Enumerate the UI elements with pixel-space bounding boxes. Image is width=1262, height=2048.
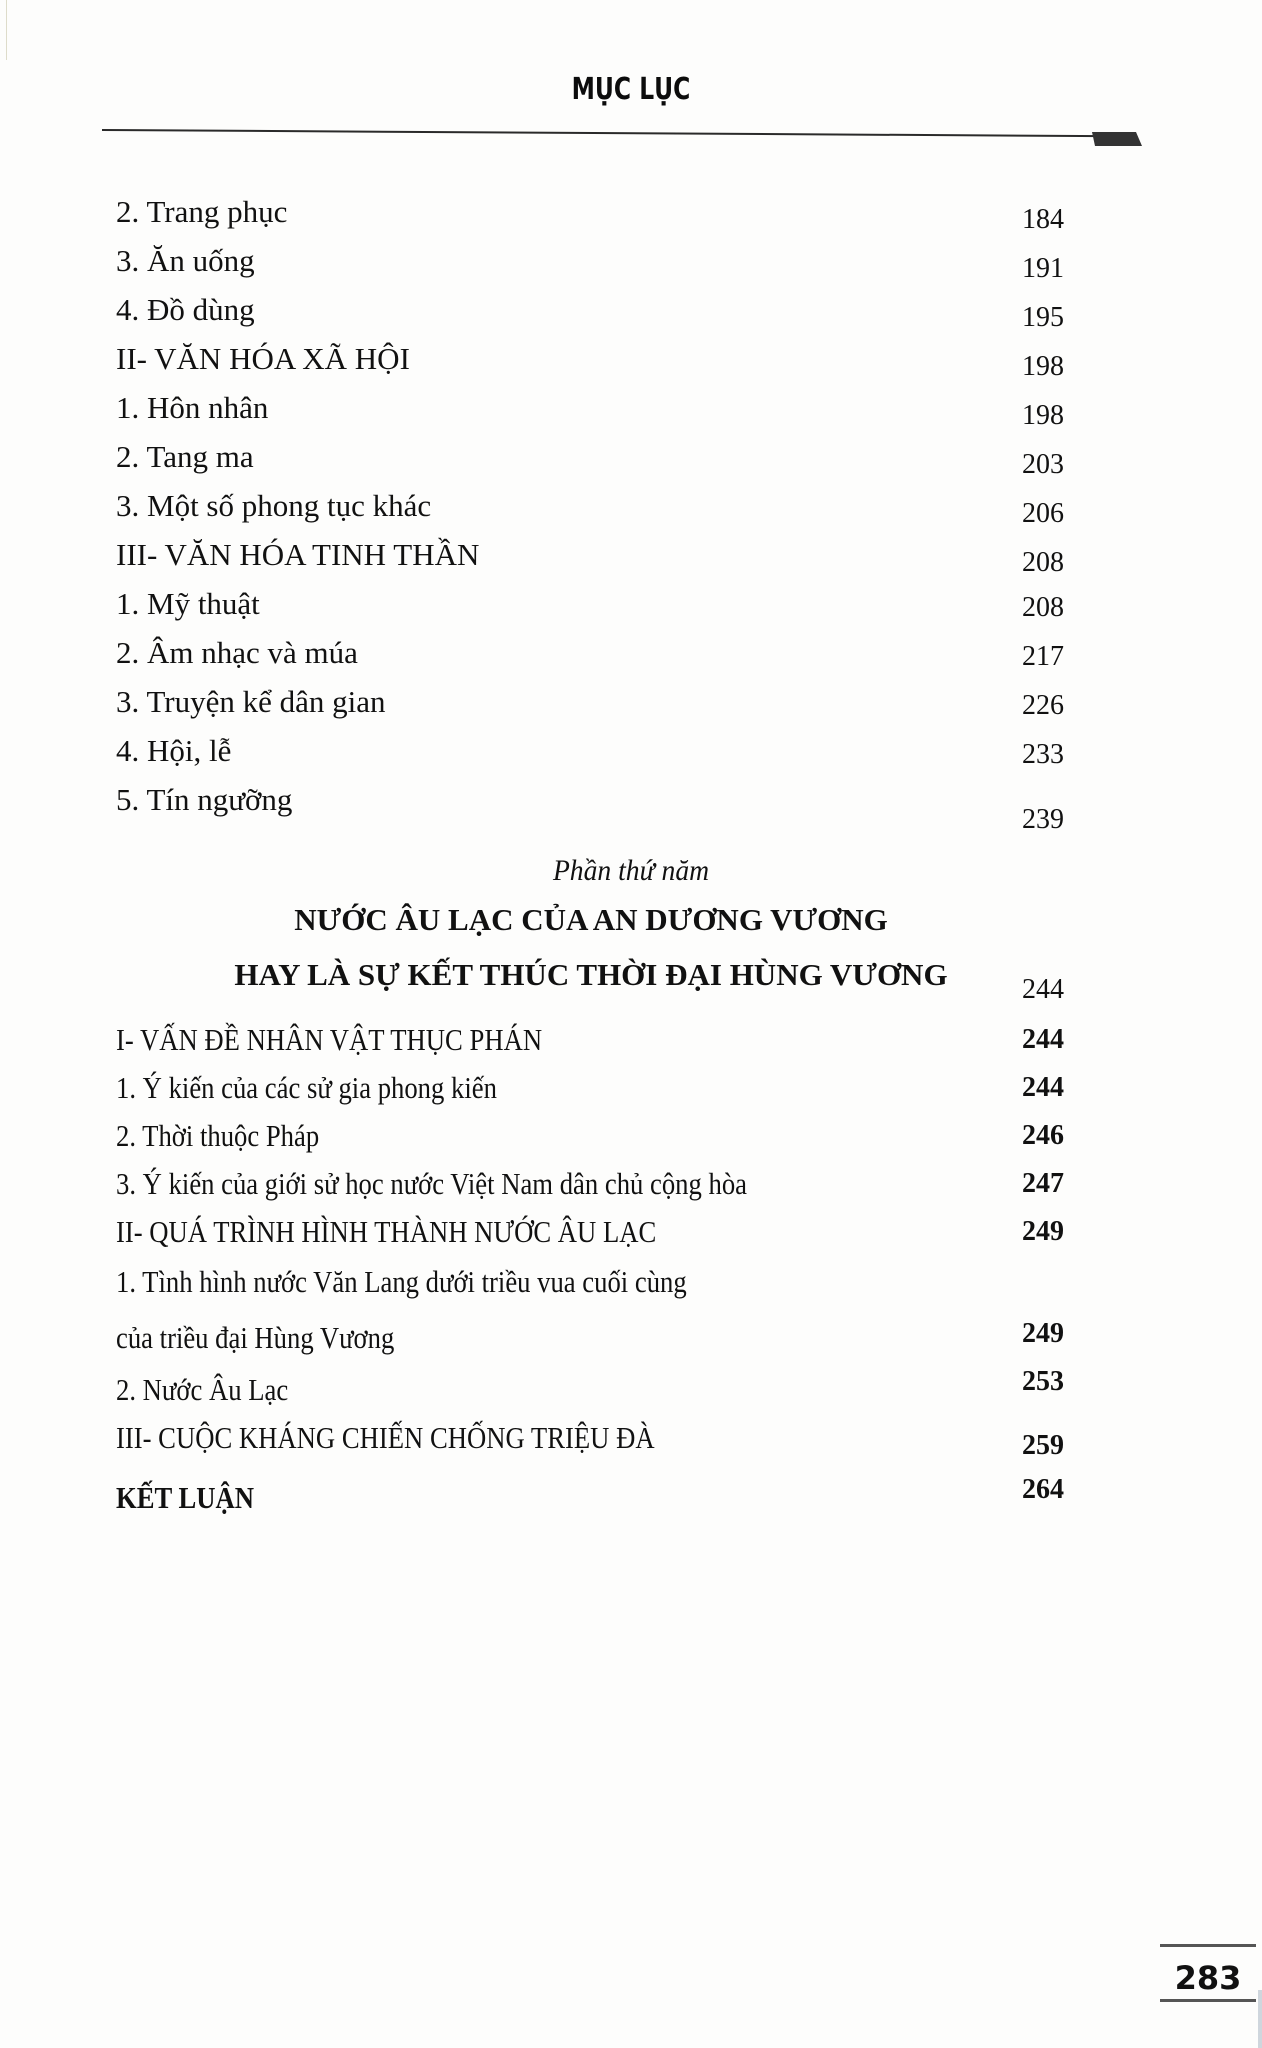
toc-entry-label: KẾT LUẬN — [116, 1480, 255, 1515]
toc-entry — [0, 192, 1262, 240]
toc-entry-label: III- VĂN HÓA TINH THẦN — [116, 537, 480, 572]
toc-entry-label: 5. Tín ngưỡng — [116, 782, 293, 817]
toc-entry — [0, 1164, 1262, 1212]
toc-entry-page: 208 — [1022, 547, 1064, 578]
toc-entry-page: 233 — [1022, 739, 1064, 770]
toc-entry-label: II- QUÁ TRÌNH HÌNH THÀNH NƯỚC ÂU LẠC — [116, 1214, 657, 1249]
toc-entry-label: 2. Tang ma — [116, 439, 254, 474]
toc-entry — [0, 437, 1262, 485]
part-title-line-2: HAY LÀ SỰ KẾT THÚC THỜI ĐẠI HÙNG VƯƠNG — [234, 957, 948, 992]
toc-entry-page: 195 — [1022, 302, 1064, 333]
toc-entry-page: 249 — [1022, 1216, 1064, 1247]
toc-entry-page: 217 — [1022, 641, 1064, 672]
toc-entry-label: 1. Hôn nhân — [116, 390, 269, 425]
toc-entry-label: 3. Ăn uống — [116, 243, 255, 278]
folio-rule-bottom — [1160, 1999, 1256, 2002]
toc-entry-page: 264 — [1022, 1474, 1064, 1505]
toc-entry-label: 2. Nước Âu Lạc — [116, 1372, 289, 1407]
toc-entry — [0, 486, 1262, 534]
toc-entry-label: II- VĂN HÓA XÃ HỘI — [116, 341, 410, 376]
toc-entry — [0, 584, 1262, 632]
toc-entry — [0, 633, 1262, 681]
toc-entry-label: 4. Đồ dùng — [116, 292, 255, 327]
part-page: 244 — [1022, 974, 1064, 1005]
toc-entry-page: 247 — [1022, 1168, 1064, 1199]
toc-entry-page: 208 — [1022, 592, 1064, 623]
toc-entry-section — [0, 535, 1262, 583]
toc-entry-label: 2. Thời thuộc Pháp — [116, 1118, 320, 1153]
toc-entry-page: 253 — [1022, 1366, 1064, 1397]
toc-entry — [0, 241, 1262, 289]
toc-entry — [0, 682, 1262, 730]
toc-entry-section — [0, 339, 1262, 387]
toc-entry-label: 3. Ý kiến của giới sử học nước Việt Nam dân chủ cộng hòa — [116, 1166, 748, 1201]
toc-entry-page: 239 — [1022, 804, 1064, 835]
toc-entry-page: 244 — [1022, 1072, 1064, 1103]
page-number: 283 — [1174, 1959, 1242, 1997]
page-edge-shadow — [1258, 1990, 1262, 2048]
toc-entry-label: 1. Tình hình nước Văn Lang dưới triều vua cuối cùng — [116, 1264, 687, 1299]
toc-entry-page: 184 — [1022, 204, 1064, 235]
toc-entry-label: 1. Ý kiến của các sử gia phong kiến — [116, 1070, 497, 1105]
toc-entry-section — [0, 1418, 1262, 1466]
toc-entry — [0, 731, 1262, 779]
toc-entry — [0, 290, 1262, 338]
toc-entry — [0, 388, 1262, 436]
toc-entry — [0, 1116, 1262, 1164]
toc-entry — [0, 1366, 1262, 1418]
folio-rule-top — [1160, 1944, 1256, 1947]
toc-entry-label: của triều đại Hùng Vương — [116, 1320, 395, 1355]
toc-entry-page: 246 — [1022, 1120, 1064, 1151]
toc-entry-label: 3. Truyện kể dân gian — [116, 684, 386, 719]
toc-entry-conclusion — [0, 1474, 1262, 1526]
toc-entry-page: 191 — [1022, 253, 1064, 284]
toc-entry-page: 244 — [1022, 1024, 1064, 1055]
toc-entry-label: 4. Hội, lễ — [116, 733, 232, 768]
toc-entry-continuation — [0, 1318, 1262, 1366]
toc-entry-section — [0, 1212, 1262, 1260]
toc-entry-label: I- VẤN ĐỀ NHÂN VẬT THỤC PHÁN — [116, 1022, 543, 1057]
toc-entry-page: 249 — [1022, 1318, 1064, 1349]
toc-entry — [0, 1068, 1262, 1116]
toc-entry-label: 2. Trang phục — [116, 194, 288, 229]
part-title-line-1: NƯỚC ÂU LẠC CỦA AN DƯƠNG VƯƠNG — [294, 902, 888, 937]
toc-entry-label: 1. Mỹ thuật — [116, 586, 260, 621]
running-title: MỤC LỤC — [571, 72, 691, 107]
toc-entry — [0, 780, 1262, 835]
toc-entry-page: 259 — [1022, 1430, 1064, 1461]
toc-entry-page: 226 — [1022, 690, 1064, 721]
toc-entry-label: 2. Âm nhạc và múa — [116, 635, 358, 670]
part-subtitle: Phần thứ năm — [552, 854, 710, 887]
toc-entry — [0, 1262, 1262, 1310]
toc-entry-page: 203 — [1022, 449, 1064, 480]
toc-entry-section — [0, 1020, 1262, 1068]
toc-entry-page: 206 — [1022, 498, 1064, 529]
toc-entry-label: III- CUỘC KHÁNG CHIẾN CHỐNG TRIỆU ĐÀ — [116, 1420, 655, 1455]
toc-entry-page: 198 — [1022, 351, 1064, 382]
toc-entry-label: 3. Một số phong tục khác — [116, 488, 432, 523]
toc-entry-page: 198 — [1022, 400, 1064, 431]
